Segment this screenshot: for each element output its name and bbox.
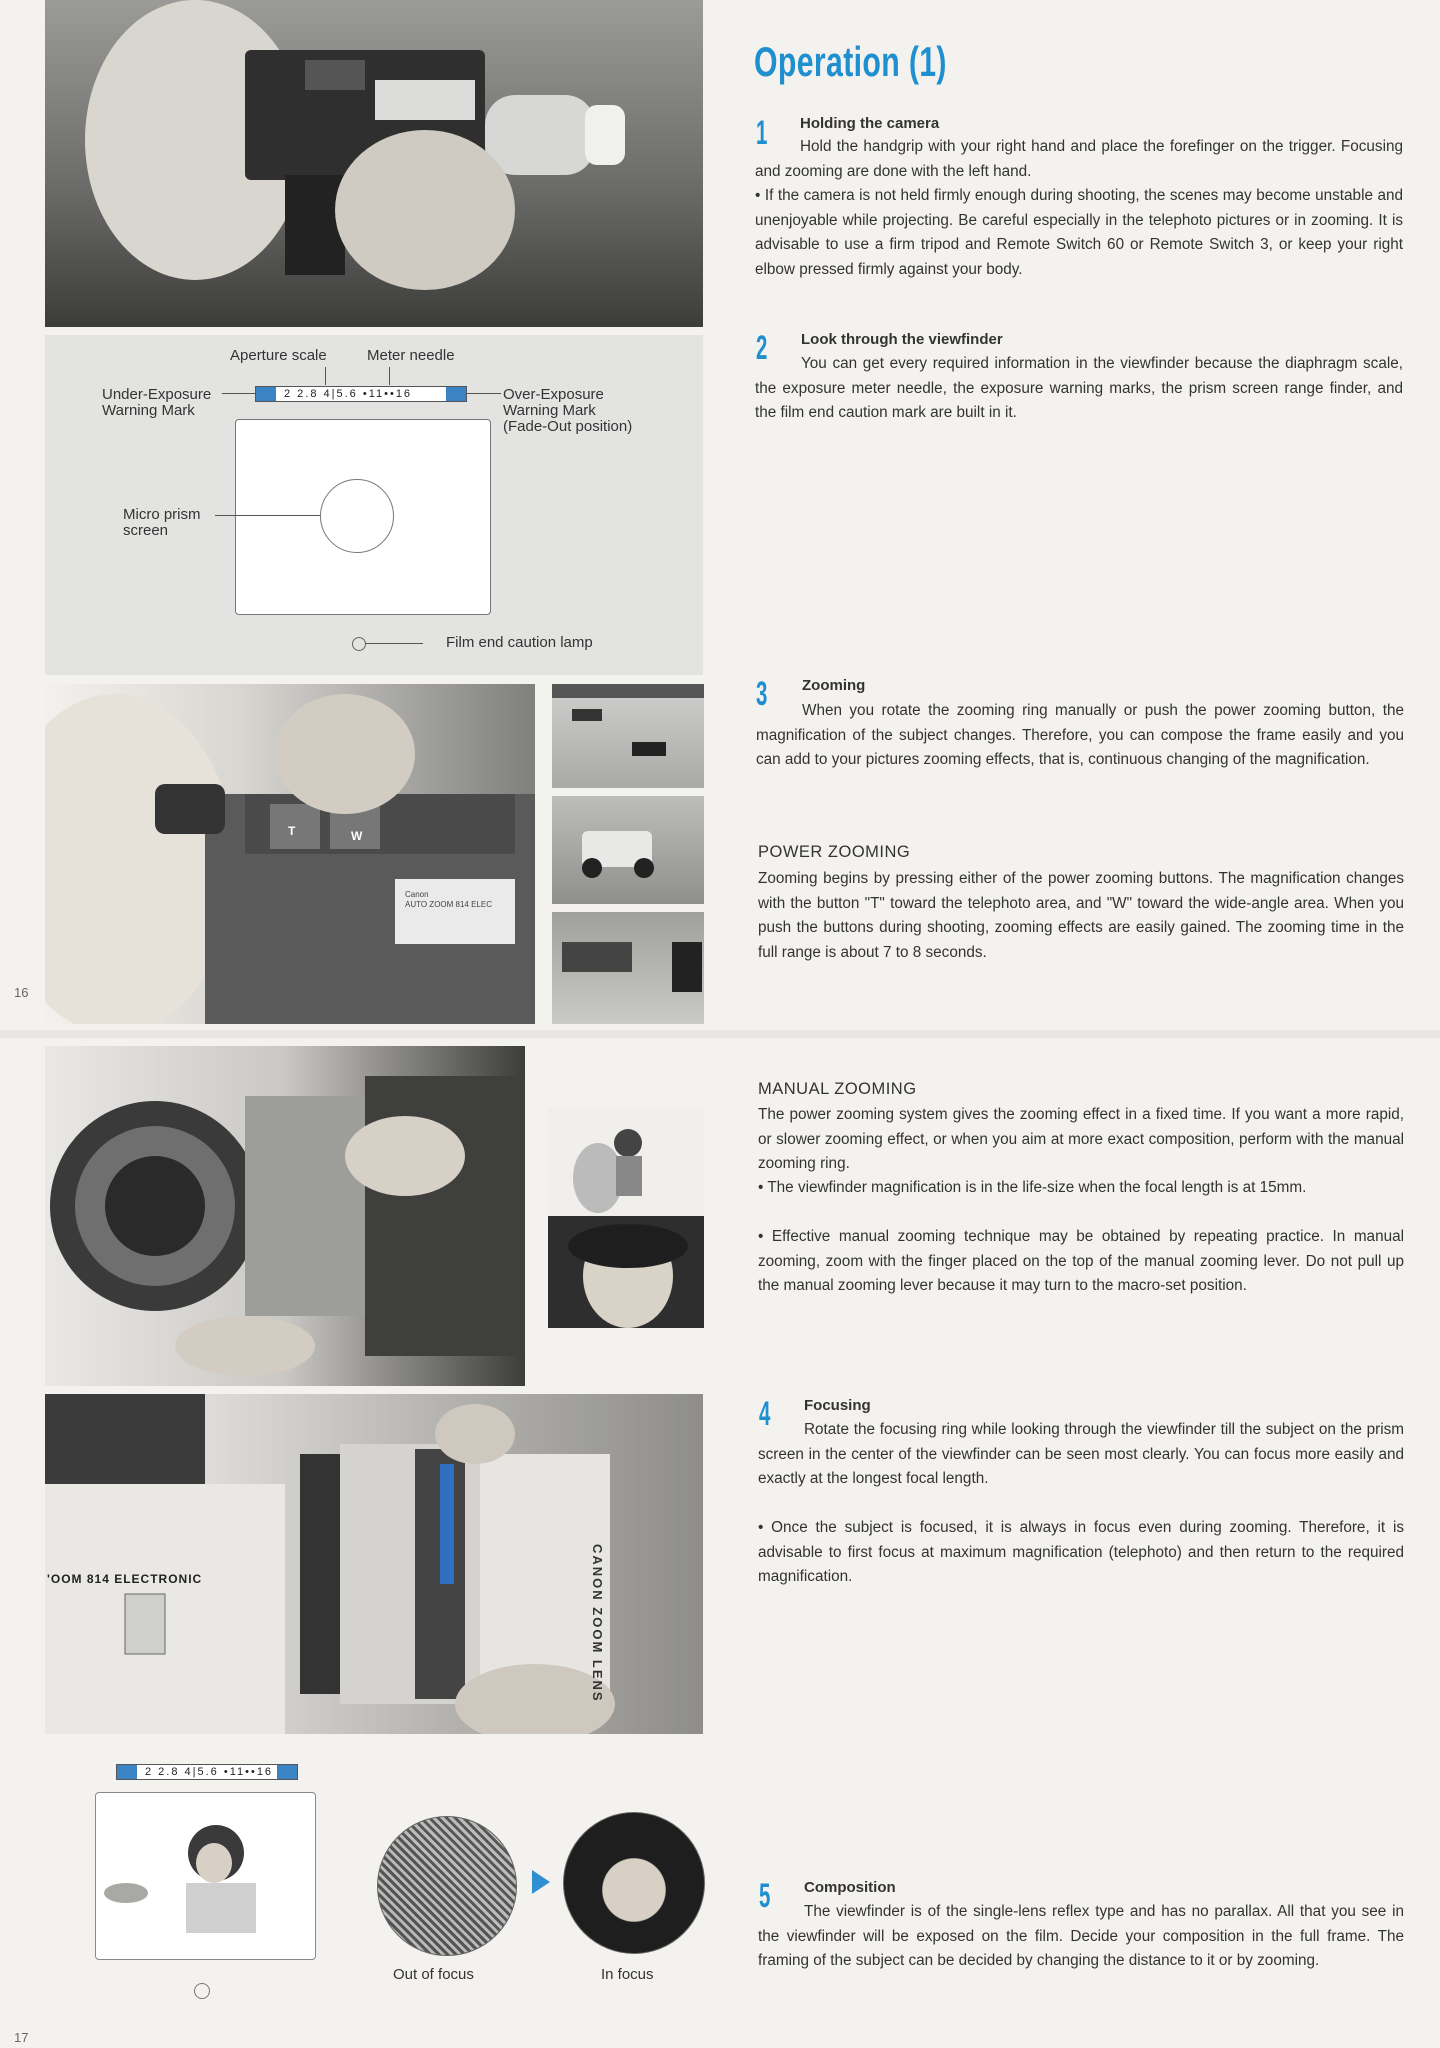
viewfinder-diagram xyxy=(45,335,703,675)
section-2-paragraph-1: You can get every required information in the viewfinder because the diaphragm scale, the exposure meter needle, the exposure warning marks, the prism screen range finder, and the film end caution mark are built in it. xyxy=(755,355,1403,421)
t-button: T xyxy=(288,824,296,838)
needle-pointer xyxy=(389,367,390,385)
photo-race-2 xyxy=(552,796,704,904)
composition-frame xyxy=(95,1792,316,1960)
composition-lamp-circle xyxy=(194,1983,210,1999)
photo-girl-horse xyxy=(548,1108,704,1216)
composition-girl-illustration xyxy=(96,1793,315,1959)
composition-scale-numbers: 2 2.8 4|5.6 •11••16 xyxy=(145,1766,274,1778)
photo-focusing-ring xyxy=(45,1394,703,1734)
photo-holding-camera xyxy=(45,0,703,327)
page-divider xyxy=(0,1030,1440,1038)
w-button: W xyxy=(351,829,363,843)
camera-model-text: 'OOM 814 ELECTRONIC xyxy=(47,1572,203,1586)
photo-viewfinder-close-up xyxy=(45,684,535,1024)
arrow-right-icon xyxy=(532,1870,550,1894)
photo-girl-portrait xyxy=(548,1216,704,1328)
section-1-paragraph-2: • If the camera is not held firmly enough during shooting, the scenes may become unstable and unenjoyable while projecting. Be careful especially in the telephoto pictures or in zooming. It is advisable to use a firm tripod and Remote Switch 60 or Remote Switch 3, or keep your right elbow pressed firmly against your body. xyxy=(755,187,1403,278)
section-2-title: Look through the viewfinder xyxy=(801,331,1003,348)
manual-zooming-paragraph-3: • Effective manual zooming technique may be obtained by repeating practice. In manual zooming, zoom with the finger placed on the top of the manual zooming lever. Do not pull up the manual zooming lever because it may turn to the macro-set position. xyxy=(758,1228,1404,1294)
section-3-number: 3 xyxy=(756,675,768,713)
page-number-17: 17 xyxy=(14,2030,29,2045)
under-exposure-label: Under-Exposure Warning Mark xyxy=(102,386,212,419)
section-3-paragraph-1: When you rotate the zooming ring manually or push the power zooming button, the magnification of the subject changes. Therefore, you can compose the frame easily and you can add to your pictures zooming effects, that is, continuous changing of the magnification. xyxy=(756,702,1404,768)
section-2-number: 2 xyxy=(756,329,768,367)
manual-zooming-paragraph-2: • The viewfinder magnification is in the life-size when the focal length is at 15mm. xyxy=(758,1179,1307,1196)
section-1-number: 1 xyxy=(756,114,768,152)
film-end-label: Film end caution lamp xyxy=(446,634,593,651)
section-4-paragraph-2: • Once the subject is focused, it is always in focus even during zooming. Therefore, it is advisable to first focus at maximum magnification (telephoto) and then return to the required magnification. xyxy=(758,1519,1404,1585)
over-exposure-label: Over-Exposure Warning Mark (Fade-Out position) xyxy=(503,386,633,435)
photo-race-1 xyxy=(552,684,704,788)
section-1-paragraph-1: Hold the handgrip with your right hand and place the forefinger on the trigger. Focusing and zooming are done with the left hand. xyxy=(755,138,1403,180)
section-4-number: 4 xyxy=(759,1395,771,1433)
canon-badge: Canon AUTO ZOOM 814 ELEC xyxy=(405,890,492,909)
section-5-number: 5 xyxy=(759,1877,771,1915)
lens-text: CANON ZOOM LENS xyxy=(590,1544,605,1703)
in-focus-circle xyxy=(563,1812,705,1954)
section-4-title: Focusing xyxy=(804,1397,871,1414)
photo-zoom-lens xyxy=(45,1046,525,1386)
page-number-16: 16 xyxy=(14,985,29,1000)
meter-needle-label: Meter needle xyxy=(367,347,455,364)
scale-numbers: 2 2.8 4|5.6 •11••16 xyxy=(284,388,413,400)
aperture-scale-bar xyxy=(255,386,467,402)
film-end-lamp-circle xyxy=(352,637,366,651)
film-end-pointer xyxy=(365,643,423,644)
aperture-scale-label: Aperture scale xyxy=(230,347,327,364)
micro-prism-pointer xyxy=(215,515,320,516)
power-zooming-text: Zooming begins by pressing either of the power zooming buttons. The magnification changes with the button "T" toward the telephoto area, and "W" toward the wide-angle area. When you push the buttons during shooting, zooming effects are easily gained. The zooming time in the full range is about 7 to 8 seconds. xyxy=(758,870,1404,961)
composition-scale-bar xyxy=(116,1764,298,1780)
manual-zooming-heading: MANUAL ZOOMING xyxy=(758,1080,917,1098)
out-of-focus-label: Out of focus xyxy=(393,1966,474,1983)
out-of-focus-circle xyxy=(377,1816,517,1956)
section-5-paragraph-1: The viewfinder is of the single-lens reflex type and has no parallax. All that you see in the viewfinder will be exposed on the film. Decide your composition in the full frame. The framing of the subject can be decided by changing the distance to it or by zooming. xyxy=(758,1903,1404,1969)
page-title: Operation (1) xyxy=(754,38,947,85)
viewfinder-close-up-illustration xyxy=(45,684,535,1024)
photo-race-3 xyxy=(552,912,704,1024)
micro-prism-label: Micro prism screen xyxy=(123,506,201,539)
section-1-title: Holding the camera xyxy=(800,115,940,132)
zoom-lens-illustration xyxy=(45,1046,525,1386)
aperture-pointer xyxy=(325,367,326,385)
section-4-paragraph-1: Rotate the focusing ring while looking through the viewfinder till the subject on the prism screen in the center of the viewfinder can be seen most clearly. You can focus more easily and exactly at the longest focal length. xyxy=(758,1421,1404,1487)
in-focus-label: In focus xyxy=(601,1966,654,1983)
micro-prism-circle xyxy=(320,479,394,553)
manual-zooming-paragraph-1: The power zooming system gives the zooming effect in a fixed time. If you want a more rapid, or slower zooming effect, or when you aim at more exact composition, perform with the manual zooming ring. xyxy=(758,1106,1404,1172)
holding-camera-illustration xyxy=(45,0,703,327)
section-3-title: Zooming xyxy=(802,677,866,694)
section-5-title: Composition xyxy=(804,1879,896,1896)
over-exposure-pointer xyxy=(466,393,501,394)
power-zooming-heading: POWER ZOOMING xyxy=(758,843,911,861)
